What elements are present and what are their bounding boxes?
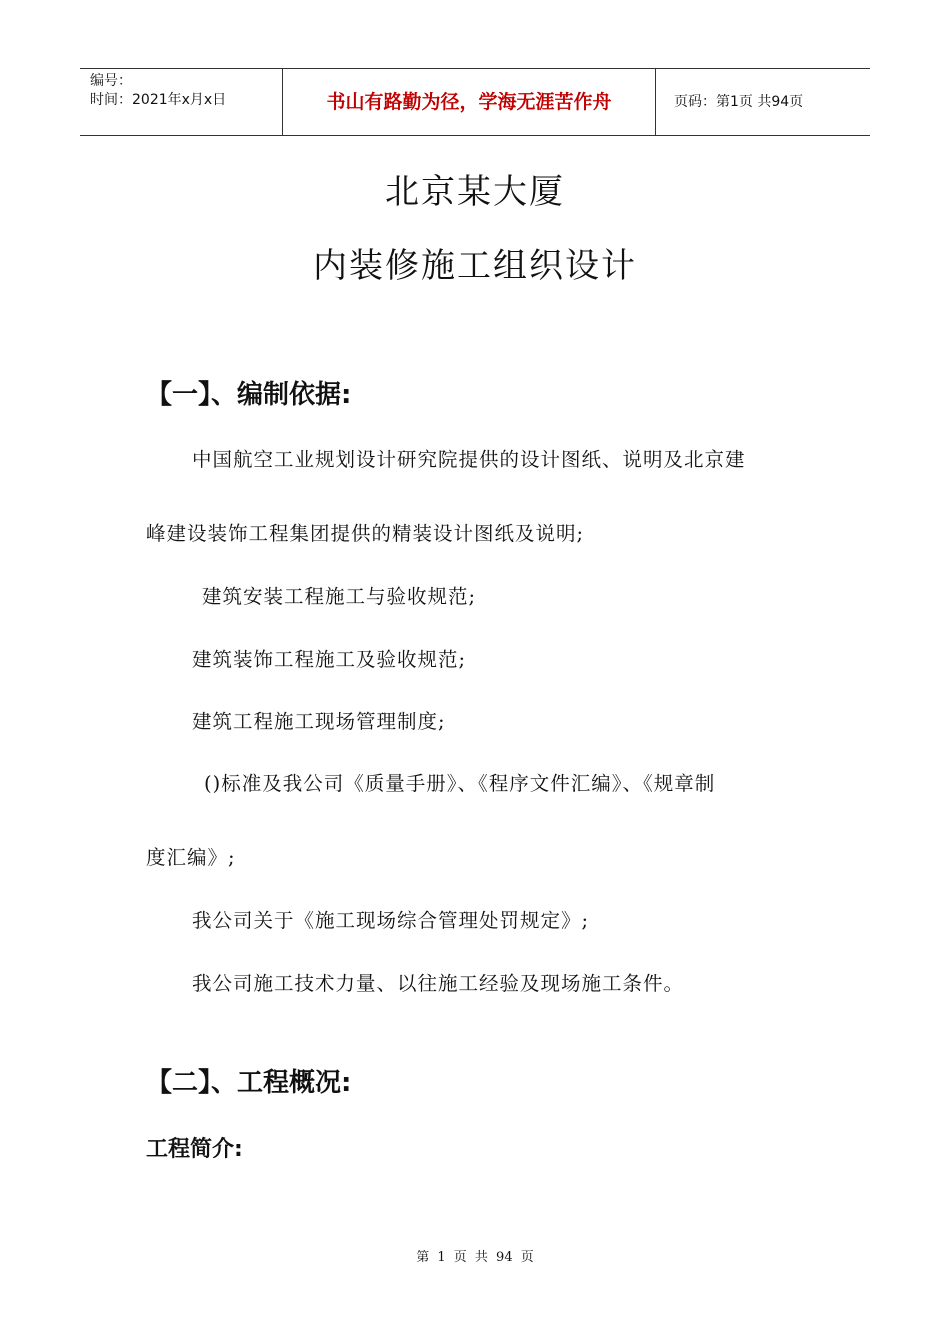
section1-line-9: 我公司施工技术力量、以往施工经验及现场施工条件。 <box>192 972 685 995</box>
header-time-label: 时间：2021年x月x日 <box>90 92 227 108</box>
section1-line-4: 建筑装饰工程施工及验收规范; <box>192 648 467 671</box>
header-motto: 书山有路勤为径，学海无涯苦作舟 <box>283 69 656 135</box>
page-footer: 第 1 页 共 94 页 <box>416 1250 534 1265</box>
section2-subheading: 工程简介: <box>146 1137 243 1162</box>
section1-line-1: 中国航空工业规划设计研究院提供的设计图纸、说明及北京建 <box>192 448 746 471</box>
page-header <box>80 68 870 136</box>
section1-line-5: 建筑工程施工现场管理制度; <box>192 710 446 733</box>
section2-heading: 【二】、工程概况: <box>146 1068 352 1098</box>
header-page-info-text: 页码：第1页 共94页 <box>674 94 804 110</box>
document-title-line2: 内装修施工组织设计 <box>313 246 637 286</box>
document-title-line1: 北京某大厦 <box>385 172 565 212</box>
header-number-label: 编号： <box>90 73 132 89</box>
section1-line-7: 度汇编》; <box>146 846 236 869</box>
section1-heading: 【一】、编制依据: <box>146 380 352 410</box>
header-meta <box>80 69 283 135</box>
section1-line-8: 我公司关于《施工现场综合管理处罚规定》; <box>192 909 590 932</box>
section1-line-2: 峰建设装饰工程集团提供的精装设计图纸及说明; <box>146 522 585 545</box>
header-page-info <box>664 69 870 135</box>
section1-line-6: ()标准及我公司《质量手册》、《程序文件汇编》、《规章制 <box>204 772 716 795</box>
section1-line-3: 建筑安装工程施工与验收规范; <box>202 585 477 608</box>
